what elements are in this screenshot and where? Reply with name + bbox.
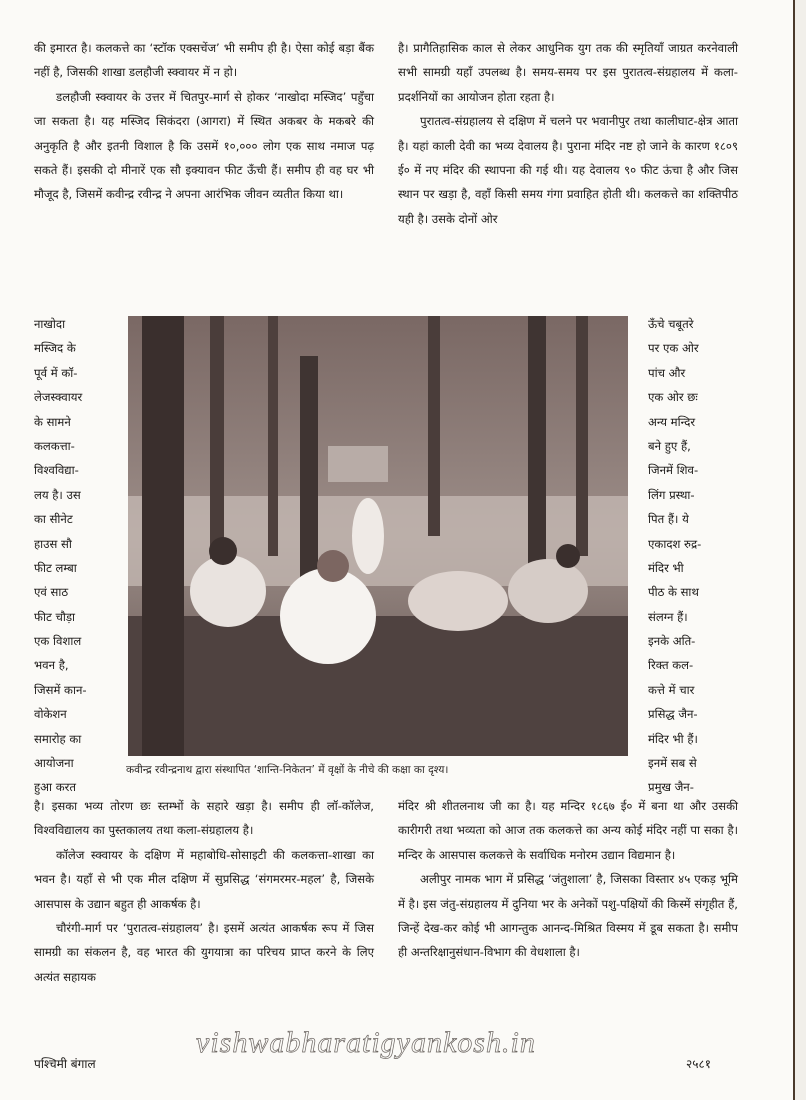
paragraph: है। इसका भव्य तोरण छः स्तम्भों के सहारे खड़ा है। समीप ही लॉ-कॉलेज, विश्वविद्यालय का पुस्तकालय तथा कला-संग्रहालय है। <box>34 799 374 838</box>
text-line: एकादश रुद्र- <box>648 536 702 551</box>
text-line: के सामने <box>34 414 71 429</box>
text-line: एक ओर छः <box>648 390 698 405</box>
text-line: इनके अति- <box>648 634 696 649</box>
text-line: पीठ के साथ <box>648 585 699 600</box>
text-line: लेजस्क्वायर <box>34 390 83 405</box>
column-right-top <box>398 36 738 231</box>
text-line: भवन है, <box>34 658 69 673</box>
photo-illustration <box>128 316 628 756</box>
text-line: समारोह का <box>34 731 82 746</box>
paragraph: कॉलेज स्क्वायर के दक्षिण में महाबोधि-सोसाइटी की कलकत्ता-शाखा का भवन है। यहाँ से भी एक मील दक्षिण में सुप्रसिद्ध ‘संगमरमर-महल’ है, जिसके आसपास के उद्यान बहुत ही आकर्षक है। <box>34 847 374 911</box>
text-line: पित हैं। ये <box>648 512 689 527</box>
text-line: का सीनेट <box>34 512 73 527</box>
text-line: हुआ करत <box>34 780 76 795</box>
page-margin <box>795 0 806 1100</box>
text-line: आयोजना <box>34 756 74 771</box>
paragraph: है। प्रागैतिहासिक काल से लेकर आधुनिक युग तक की स्मृतियाँ जाग्रत करनेवाली सभी सामग्री यहाँ उपलब्ध है। समय-समय पर इस पुरातत्व-संग्रहालय में कला-प्रदर्शनियों का आयोजन होता रहता है। <box>398 41 738 104</box>
column-left-bottom <box>34 794 374 989</box>
watermark: vishwabharatigyankosh.in <box>196 1026 536 1059</box>
column-left-narrow <box>34 312 106 800</box>
text-line: मंदिर भी <box>648 560 684 575</box>
paragraph: पुरातत्व-संग्रहालय से दक्षिण में चलने पर भवानीपुर तथा कालीघाट-क्षेत्र आता है। यहां काली देवी का भव्य देवालय है। पुराना मंदिर नष्ट हो जाने के कारण १८०९ ई० में नए मंदिर की स्थापना की गई थी। यह देवालय ९० फीट ऊंचा है और जिस स्थान पर खड़ा है, वहाँ किसी समय गंगा प्रवाहित होती थी। कलकत्ते का शक्तिपीठ यही है। उसके दोनों ओर <box>398 114 738 226</box>
paragraph: अलीपुर नामक भाग में प्रसिद्ध ‘जंतुशाला’ है, जिसका विस्तार ४५ एकड़ भूमि में है। इस जंतु-संग्रहालय में दुनिया भर के अनेकों पशु-पक्षियों की किस्में संगृहीत हैं, जिन्हें देख-कर कोई भी आगन्तुक आनन्द-मिश्रित विस्मय में डूब सकता है। समीप ही अन्तरिक्षानुसंधान-विभाग की वेधशाला है। <box>398 872 738 960</box>
text-line: एवं साठ <box>34 585 69 600</box>
text-line: अन्य मन्दिर <box>648 414 696 429</box>
running-footer-section: पश्चिमी बंगाल <box>34 1057 96 1071</box>
text-line: रिक्त कल- <box>648 658 694 673</box>
text-line: एक विशाल <box>34 634 82 649</box>
paragraph: की इमारत है। कलकत्ते का ‘स्टॉक एक्सचेंज’ भी समीप ही है। ऐसा कोई बड़ा बैंक नहीं है, जिसकी शाखा डलहौजी स्क्वायर में न हो। <box>34 41 374 80</box>
column-right-bottom <box>398 794 738 965</box>
text-line: फीट चौड़ा <box>34 609 76 624</box>
text-line: फीट लम्बा <box>34 560 77 575</box>
text-line: मंदिर भी हैं। <box>648 731 698 746</box>
text-line: वोकेशन <box>34 707 67 722</box>
column-left-top <box>34 36 374 207</box>
text-line: लय है। उस <box>34 487 81 502</box>
text-line: बने हुए हैं, <box>648 438 691 453</box>
text-line: नाखोदा <box>34 317 66 331</box>
text-line: पांच और <box>648 365 686 380</box>
paragraph: मंदिर श्री शीतलनाथ जी का है। यह मन्दिर १८६७ ई० में बना था और उसकी कारीगरी तथा भव्यता को आज तक कलकत्ते का अन्य कोई मंदिर नहीं पा सका है। मन्दिर के आसपास कलकत्ते के सर्वाधिक मनोरम उद्यान विद्यमान है। <box>398 799 738 862</box>
paragraph: चौरंगी-मार्ग पर ‘पुरातत्व-संग्रहालय’ है। इसमें अत्यंत आकर्षक रूप में जिस सामग्री का संकलन है, वह भारत की युगयात्रा का परिचय प्राप्त करने के लिए अत्यंत सहायक <box>34 921 374 984</box>
photo-caption: कवीन्द्र रवीन्द्रनाथ द्वारा संस्थापित ‘शान्ति-निकेतन’ में वृक्षों के नीचे की कक्षा का दृश्य। <box>126 764 449 776</box>
text-line: जिसमें कान- <box>34 682 87 697</box>
text-line: विश्वविद्या- <box>34 463 79 478</box>
text-line: कत्ते में चार <box>648 682 695 697</box>
column-right-narrow <box>648 312 742 800</box>
text-line: इनमें सब से <box>648 756 697 771</box>
photo-shantiniketan-class <box>128 316 628 756</box>
text-line: प्रमुख जैन- <box>648 780 694 795</box>
text-line: पर एक ओर <box>648 341 699 356</box>
text-line: पूर्व में कॉ- <box>34 365 78 380</box>
text-line: लिंग प्रस्था- <box>648 487 695 502</box>
text-line: प्रसिद्ध जैन- <box>648 707 698 722</box>
text-line: हाउस सौ <box>34 536 72 551</box>
paragraph: डलहौजी स्क्वायर के उत्तर में चितपुर-मार्ग से होकर ‘नाखोदा मस्जिद’ पहुँचा जा सकता है। यह मस्जिद सिकंदरा (आगरा) में स्थित अकबर के मकबरे की अनुकृति है और इतनी विशाल है कि उसमें १०,००० लोग एक साथ नमाज पढ़ सकते हैं। इसकी दो मीनारें एक सौ इक्यावन फीट ऊँची हैं। समीप ही वह घर भी मौजूद है, जिसमें कवीन्द्र रवीन्द्र ने अपना आरंभिक जीवन व्यतीत किया था। <box>34 89 374 202</box>
text-line: ऊँचे चबूतरे <box>648 317 694 331</box>
page-number: २५८१ <box>686 1057 711 1071</box>
text-line: संलग्न हैं। <box>648 609 688 624</box>
text-line: मस्जिद के <box>34 341 76 356</box>
text-line: जिनमें शिव- <box>648 463 699 478</box>
text-line: कलकत्ता- <box>34 438 75 453</box>
